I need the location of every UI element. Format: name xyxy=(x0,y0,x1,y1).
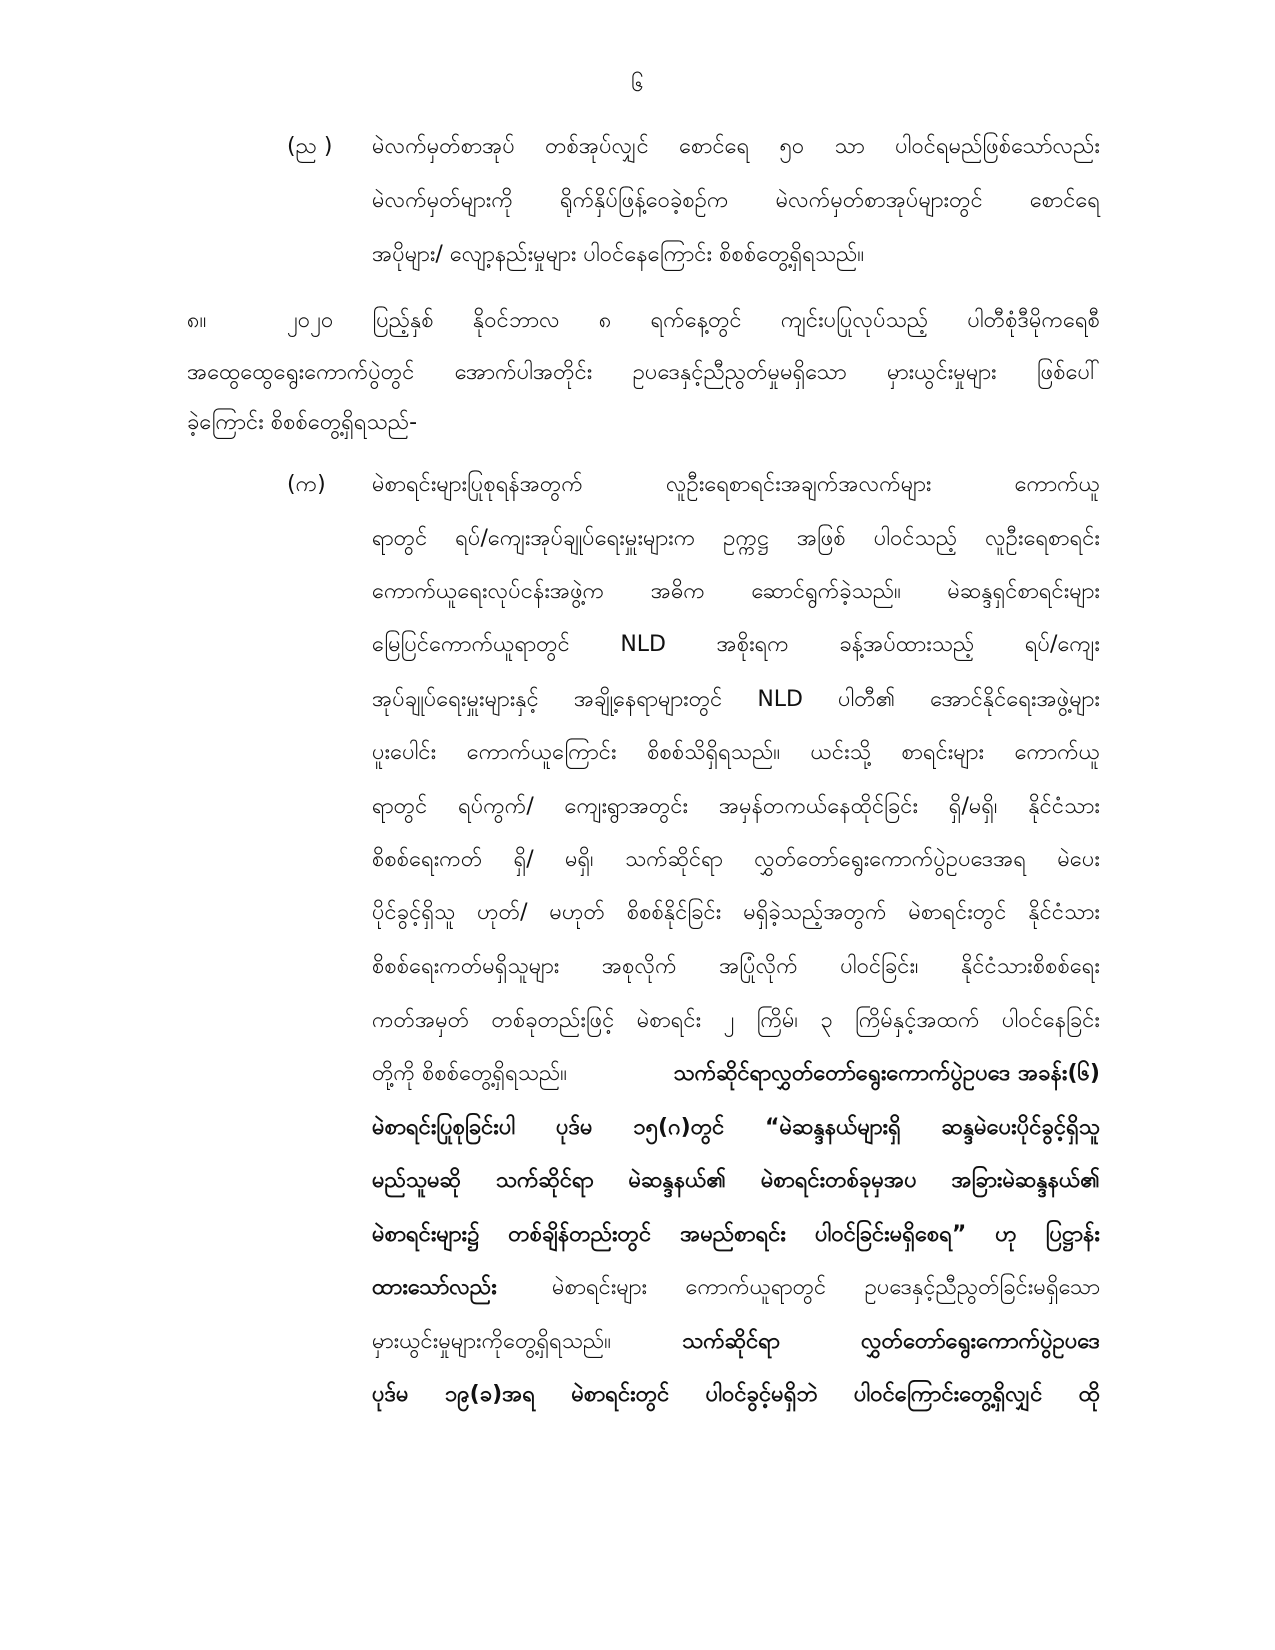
item-ka-line-2: ရာတွင် ရပ်/ကျေးအုပ်ချုပ်ရေးမှူးများက ဥက္ကဋ္ဌ အဖြစ် ပါဝင်သည့် လူဦးရေစာရင်း xyxy=(372,526,1100,551)
paragraph-8-line-1: ၂၀၂၀ ပြည့်နှစ် နိုဝင်ဘာလ ၈ ရက်နေ့တွင် ကျင်းပပြုလုပ်သည့် ပါတီစုံဒီမိုကရေစီ xyxy=(287,308,1100,333)
item-ka-line-17-normal: မှားယွင်းမှုများကိုတွေ့ရှိရသည်။ xyxy=(372,1329,611,1354)
item-ka-line-17-bold: သက်ဆိုင်ရာ လွှတ်တော်ရွေးကောက်ပွဲဥပဒေ xyxy=(682,1329,1100,1354)
item-ka-line-18-bold: ပုဒ်မ ၁၉(ခ)အရ မဲစာရင်းတွင် ပါဝင်ခွင့်မရှိဘဲ ပါဝင်ကြောင်းတွေ့ရှိလျှင် ထို xyxy=(372,1382,1100,1407)
item-ka-label: (က) xyxy=(287,472,326,497)
item-ka-bold-line-1: မဲစာရင်းပြုစုခြင်းပါ ပုဒ်မ ၁၅(ဂ)တွင် “မဲဆန္ဒနယ်များရှိ ဆန္ဒမဲပေးပိုင်ခွင့်ရှိသူ xyxy=(372,1115,1100,1140)
paragraph-8-number: ၈။ xyxy=(187,308,207,333)
item-ka-line-3: ကောက်ယူရေးလုပ်ငန်းအဖွဲ့က အဓိက ဆောင်ရွက်ခဲ့သည်။ မဲဆန္ဒရှင်စာရင်းများ xyxy=(372,579,1100,604)
item-ka-line-10: စိစစ်ရေးကတ်မရှိသူများ အစုလိုက် အပြုံလိုက် ပါဝင်ခြင်း၊ နိုင်ငံသားစိစစ်ရေး xyxy=(372,954,1100,979)
item-ka-line-1: မဲစာရင်းများပြုစုရန်အတွက် လူဦးရေစာရင်းအချက်အလက်များ ကောက်ယူ xyxy=(372,472,1100,497)
item-ka-line-6: ပူးပေါင်း ကောက်ယူကြောင်း စိစစ်သိရှိရသည်။ ယင်းသို့ စာရင်းများ ကောက်ယူ xyxy=(372,740,1100,765)
item-ka-bold-line-2: မည်သူမဆို သက်ဆိုင်ရာ မဲဆန္ဒနယ်၏ မဲစာရင်းတစ်ခုမှအပ အခြားမဲဆန္ဒနယ်၏ xyxy=(372,1168,1100,1193)
item-ka-line-12-normal: တို့ကို စိစစ်တွေ့ရှိရသည်။ xyxy=(372,1061,567,1086)
item-ka-line-4: မြေပြင်ကောက်ယူရာတွင် NLD အစိုးရက ခန့်အပ်ထားသည့် ရပ်/ကျေး xyxy=(372,632,1100,657)
item-nya-label: (ည ) xyxy=(287,134,333,159)
item-ka-line-16-normal: မဲစာရင်းများ ကောက်ယူရာတွင် ဥပဒေနှင့်ညီညွတ်ခြင်းမရှိသော xyxy=(552,1275,1100,1300)
paragraph-8-line-2: အထွေထွေရွေးကောက်ပွဲတွင် အောက်ပါအတိုင်း ဥပဒေနှင့်ညီညွတ်မှုမရှိသော မှားယွင်းမှုများ ဖြစ်ပေါ် xyxy=(187,360,1100,385)
item-ka-line-9: ပိုင်ခွင့်ရှိသူ ဟုတ်/ မဟုတ် စိစစ်နိုင်ခြင်း မရှိခဲ့သည့်အတွက် မဲစာရင်းတွင် နိုင်ငံသား xyxy=(372,900,1100,925)
item-nya-line-3: အပိုများ/ လျော့နည်းမှုများ ပါဝင်နေကြောင်း စိစစ်တွေ့ရှိရသည်။ xyxy=(372,242,865,267)
item-ka-line-8: စိစစ်ရေးကတ် ရှိ/ မရှိ၊ သက်ဆိုင်ရာ လွှတ်တော်ရွေးကောက်ပွဲဥပဒေအရ မဲပေး xyxy=(372,847,1100,872)
item-ka-line-16-bold: ထားသော်လည်း xyxy=(372,1275,497,1300)
item-nya-line-1: မဲလက်မှတ်စာအုပ် တစ်အုပ်လျှင် စောင်ရေ ၅၀ သာ ပါဝင်ရမည်ဖြစ်သော်လည်း xyxy=(372,134,1100,159)
paragraph-8-line-3: ခဲ့ကြောင်း စိစစ်တွေ့ရှိရသည်- xyxy=(187,410,418,435)
item-nya-line-2: မဲလက်မှတ်များကို ရိုက်နှိပ်ဖြန့်ဝေခဲ့စဉ်က မဲလက်မှတ်စာအုပ်များတွင် စောင်ရေ xyxy=(372,188,1100,213)
page-number: ၆ xyxy=(631,72,644,97)
item-ka-line-5: အုပ်ချုပ်ရေးမှူးများနှင့် အချို့နေရာများတွင် NLD ပါတီ၏ အောင်နိုင်ရေးအဖွဲ့များ xyxy=(372,687,1100,712)
item-ka-line-12-bold: သက်ဆိုင်ရာလွှတ်တော်ရွေးကောက်ပွဲဥပဒေ အခန်း(၆) xyxy=(673,1061,1100,1086)
item-ka-line-11: ကတ်အမှတ် တစ်ခုတည်းဖြင့် မဲစာရင်း ၂ ကြိမ်၊ ၃ ကြိမ်နှင့်အထက် ပါဝင်နေခြင်း xyxy=(372,1008,1100,1033)
item-ka-line-7: ရာတွင် ရပ်ကွက်/ ကျေးရွာအတွင်း အမှန်တကယ်နေထိုင်ခြင်း ရှိ/မရှိ၊ နိုင်ငံသား xyxy=(372,794,1100,819)
item-ka-bold-line-3: မဲစာရင်းများ၌ တစ်ချိန်တည်းတွင် အမည်စာရင်း ပါဝင်ခြင်းမရှိစေရ” ဟု ပြဋ္ဌာန်း xyxy=(372,1222,1100,1247)
